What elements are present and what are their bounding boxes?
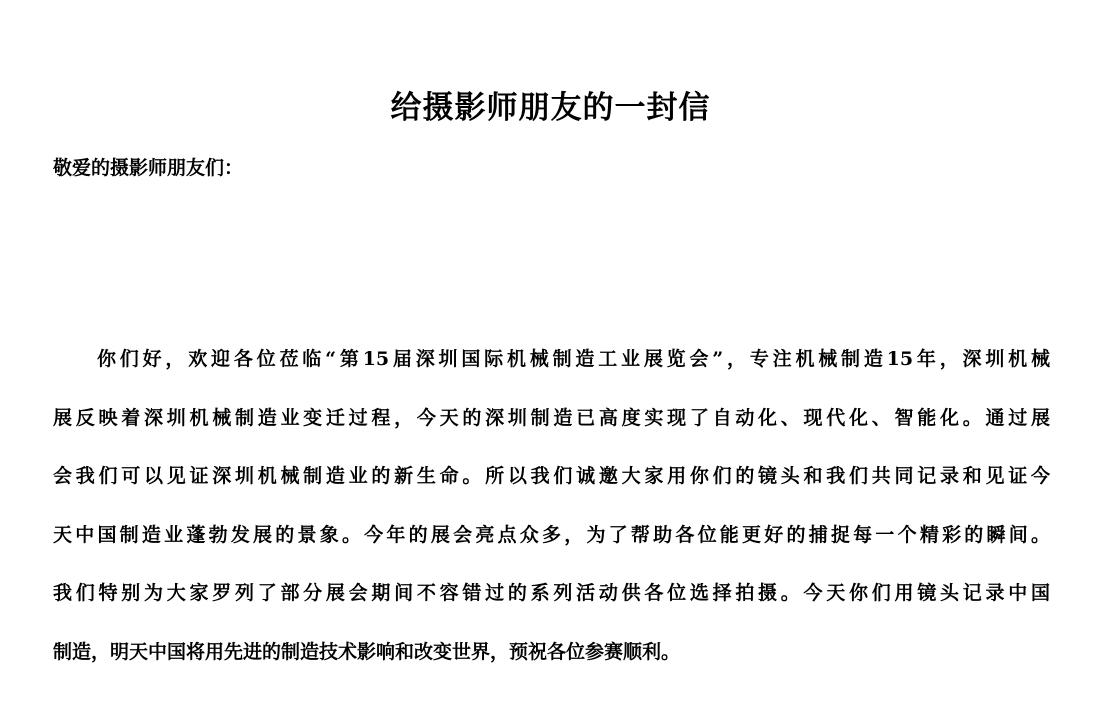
body-line-6: 制造，明天中国将用先进的制造技术影响和改变世界，预祝各位参赛顺利。: [53, 640, 681, 663]
letter-title: 给摄影师朋友的一封信: [390, 90, 711, 126]
body-line-4: 天中国制造业蓬勃发展的景象。今年的展会亮点众多，为了帮助各位能更好的捕捉每一个精彩的瞬间。: [53, 523, 1050, 546]
body-line-3: 会我们可以见证深圳机械制造业的新生命。所以我们诚邀大家用你们的镜头和我们共同记录和见证今: [53, 465, 1050, 487]
body-line-1: 你们好，欢迎各位莅临“第15届深圳国际机械制造工业展览会”，专注机械制造15年，深圳机械: [97, 348, 1050, 370]
letter-salutation: 敬爱的摄影师朋友们：: [53, 157, 244, 179]
body-line-2: 展反映着深圳机械制造业变迁过程，今天的深圳制造已高度实现了自动化、现代化、智能化。通过展: [53, 406, 1050, 429]
body-line-5: 我们特别为大家罗列了部分展会期间不容错过的系列活动供各位选择拍摄。今天你们用镜头记录中国: [53, 582, 1050, 604]
letter-body: [53, 330, 1050, 681]
